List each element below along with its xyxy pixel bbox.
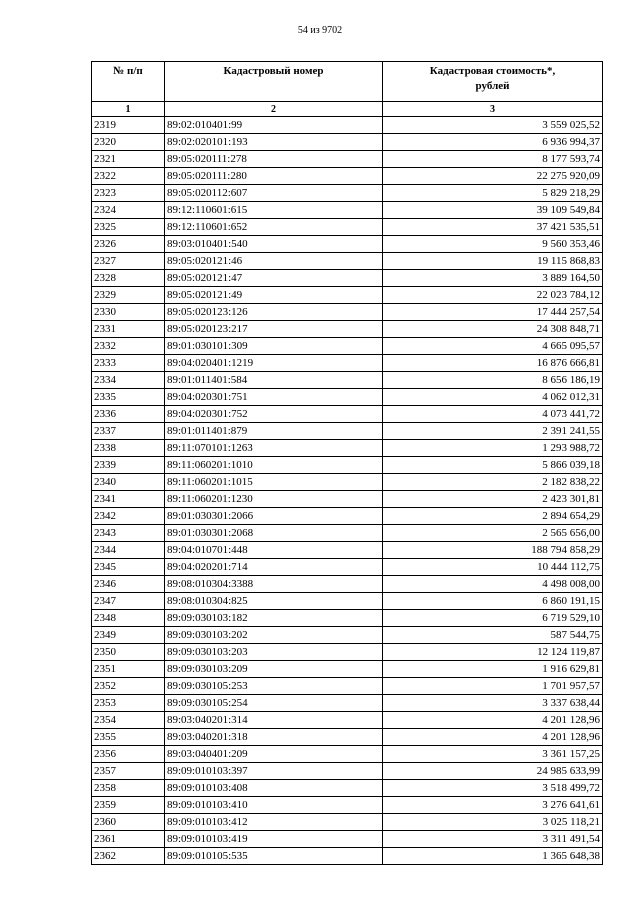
row-cadastral-number: 89:11:070101:1263 — [165, 440, 383, 457]
row-cadastral-number: 89:12:110601:652 — [165, 219, 383, 236]
row-cadastral-number: 89:09:030105:254 — [165, 695, 383, 712]
table-row — [92, 117, 603, 134]
row-cadastral-number: 89:05:020121:46 — [165, 253, 383, 270]
row-cadastral-number: 89:09:030103:209 — [165, 661, 383, 678]
row-cadastral-number: 89:08:010304:825 — [165, 593, 383, 610]
table-row — [92, 627, 603, 644]
table-row — [92, 321, 603, 338]
row-number: 2333 — [92, 355, 165, 372]
row-number: 2359 — [92, 797, 165, 814]
row-cadastral-number: 89:05:020111:280 — [165, 168, 383, 185]
row-number: 2325 — [92, 219, 165, 236]
row-cadastral-value: 6 719 529,10 — [383, 610, 603, 627]
row-cadastral-number: 89:11:060201:1015 — [165, 474, 383, 491]
row-number: 2356 — [92, 746, 165, 763]
row-cadastral-number: 89:04:020301:751 — [165, 389, 383, 406]
table-row — [92, 185, 603, 202]
page-counter: 54 из 9702 — [297, 25, 343, 36]
table-row — [92, 253, 603, 270]
column-number-row — [92, 102, 603, 117]
row-cadastral-number: 89:01:030301:2066 — [165, 508, 383, 525]
row-cadastral-value: 5 866 039,18 — [383, 457, 603, 474]
row-number: 2327 — [92, 253, 165, 270]
table-row — [92, 151, 603, 168]
row-cadastral-number: 89:04:020401:1219 — [165, 355, 383, 372]
row-cadastral-value: 5 829 218,29 — [383, 185, 603, 202]
row-cadastral-number: 89:12:110601:615 — [165, 202, 383, 219]
row-number: 2322 — [92, 168, 165, 185]
table-row — [92, 593, 603, 610]
table-row — [92, 729, 603, 746]
row-number: 2337 — [92, 423, 165, 440]
row-number: 2334 — [92, 372, 165, 389]
row-number: 2335 — [92, 389, 165, 406]
row-cadastral-number: 89:02:020101:193 — [165, 134, 383, 151]
row-cadastral-number: 89:03:040401:209 — [165, 746, 383, 763]
row-cadastral-value: 8 177 593,74 — [383, 151, 603, 168]
row-cadastral-value: 3 559 025,52 — [383, 117, 603, 134]
row-cadastral-number: 89:05:020123:217 — [165, 321, 383, 338]
row-cadastral-value: 6 860 191,15 — [383, 593, 603, 610]
row-cadastral-number: 89:11:060201:1230 — [165, 491, 383, 508]
row-cadastral-value: 3 276 641,61 — [383, 797, 603, 814]
row-cadastral-value: 2 423 301,81 — [383, 491, 603, 508]
row-cadastral-number: 89:09:030103:202 — [165, 627, 383, 644]
cadastral-value-table — [91, 61, 603, 865]
table-row — [92, 644, 603, 661]
row-number: 2319 — [92, 117, 165, 134]
row-cadastral-number: 89:01:030301:2068 — [165, 525, 383, 542]
row-number: 2344 — [92, 542, 165, 559]
table-row — [92, 270, 603, 287]
table-row — [92, 202, 603, 219]
row-number: 2355 — [92, 729, 165, 746]
row-number: 2320 — [92, 134, 165, 151]
row-cadastral-number: 89:09:010103:397 — [165, 763, 383, 780]
row-cadastral-value: 3 311 491,54 — [383, 831, 603, 848]
row-cadastral-value: 39 109 549,84 — [383, 202, 603, 219]
row-number: 2336 — [92, 406, 165, 423]
row-cadastral-value: 2 182 838,22 — [383, 474, 603, 491]
row-cadastral-value: 4 665 095,57 — [383, 338, 603, 355]
row-cadastral-value: 10 444 112,75 — [383, 559, 603, 576]
row-number: 2361 — [92, 831, 165, 848]
row-cadastral-value: 9 560 353,46 — [383, 236, 603, 253]
row-number: 2353 — [92, 695, 165, 712]
table-row — [92, 661, 603, 678]
table-row — [92, 406, 603, 423]
table-row — [92, 134, 603, 151]
row-number: 2342 — [92, 508, 165, 525]
row-cadastral-number: 89:04:020201:714 — [165, 559, 383, 576]
header-num: № п/п — [92, 62, 165, 102]
column-number-2: 2 — [165, 102, 383, 117]
row-cadastral-value: 24 308 848,71 — [383, 321, 603, 338]
row-cadastral-number: 89:09:030105:253 — [165, 678, 383, 695]
row-cadastral-number: 89:04:020301:752 — [165, 406, 383, 423]
table-row — [92, 372, 603, 389]
table-row — [92, 525, 603, 542]
row-cadastral-number: 89:09:010103:410 — [165, 797, 383, 814]
row-cadastral-value: 3 518 499,72 — [383, 780, 603, 797]
row-number: 2328 — [92, 270, 165, 287]
table-row — [92, 457, 603, 474]
table-row — [92, 236, 603, 253]
row-number: 2321 — [92, 151, 165, 168]
row-cadastral-value: 19 115 868,83 — [383, 253, 603, 270]
row-cadastral-number: 89:03:040201:314 — [165, 712, 383, 729]
table-row — [92, 559, 603, 576]
row-cadastral-number: 89:05:020123:126 — [165, 304, 383, 321]
column-number-3: 3 — [383, 102, 603, 117]
row-number: 2346 — [92, 576, 165, 593]
row-cadastral-number: 89:09:030103:203 — [165, 644, 383, 661]
table-row — [92, 304, 603, 321]
row-cadastral-value: 587 544,75 — [383, 627, 603, 644]
row-number: 2340 — [92, 474, 165, 491]
table-row — [92, 763, 603, 780]
row-cadastral-number: 89:01:011401:879 — [165, 423, 383, 440]
table-row — [92, 678, 603, 695]
table-row — [92, 168, 603, 185]
row-number: 2357 — [92, 763, 165, 780]
column-number-1: 1 — [92, 102, 165, 117]
table-row — [92, 712, 603, 729]
row-cadastral-value: 3 361 157,25 — [383, 746, 603, 763]
row-cadastral-value: 8 656 186,19 — [383, 372, 603, 389]
row-cadastral-value: 3 337 638,44 — [383, 695, 603, 712]
table-row — [92, 542, 603, 559]
row-cadastral-number: 89:03:010401:540 — [165, 236, 383, 253]
row-cadastral-number: 89:01:030101:309 — [165, 338, 383, 355]
row-number: 2341 — [92, 491, 165, 508]
table-body — [92, 117, 603, 865]
table-row — [92, 219, 603, 236]
table-row — [92, 814, 603, 831]
row-number: 2354 — [92, 712, 165, 729]
row-cadastral-value: 4 201 128,96 — [383, 712, 603, 729]
table-row — [92, 695, 603, 712]
row-cadastral-value: 4 073 441,72 — [383, 406, 603, 423]
header-cadastral-number: Кадастровый номер — [165, 62, 383, 102]
row-cadastral-number: 89:09:010103:419 — [165, 831, 383, 848]
row-cadastral-value: 2 565 656,00 — [383, 525, 603, 542]
row-cadastral-value: 1 916 629,81 — [383, 661, 603, 678]
row-number: 2343 — [92, 525, 165, 542]
row-cadastral-value: 4 498 008,00 — [383, 576, 603, 593]
row-cadastral-value: 6 936 994,37 — [383, 134, 603, 151]
row-number: 2349 — [92, 627, 165, 644]
row-number: 2339 — [92, 457, 165, 474]
row-number: 2351 — [92, 661, 165, 678]
header-cadastral-value-line1: Кадастровая стоимость*, — [429, 65, 556, 77]
table-row — [92, 508, 603, 525]
row-cadastral-value: 1 365 648,38 — [383, 848, 603, 865]
row-cadastral-value: 3 889 164,50 — [383, 270, 603, 287]
row-cadastral-number: 89:05:020121:47 — [165, 270, 383, 287]
row-cadastral-number: 89:05:020121:49 — [165, 287, 383, 304]
row-cadastral-number: 89:05:020112:607 — [165, 185, 383, 202]
table-row — [92, 491, 603, 508]
row-number: 2352 — [92, 678, 165, 695]
table-row — [92, 338, 603, 355]
row-number: 2329 — [92, 287, 165, 304]
row-cadastral-value: 4 201 128,96 — [383, 729, 603, 746]
row-cadastral-number: 89:08:010304:3388 — [165, 576, 383, 593]
table-row — [92, 423, 603, 440]
table-row — [92, 797, 603, 814]
row-cadastral-number: 89:03:040201:318 — [165, 729, 383, 746]
row-cadastral-number: 89:09:010103:412 — [165, 814, 383, 831]
row-cadastral-value: 3 025 118,21 — [383, 814, 603, 831]
table-row — [92, 576, 603, 593]
row-cadastral-value: 22 023 784,12 — [383, 287, 603, 304]
table-row — [92, 831, 603, 848]
table-row — [92, 780, 603, 797]
table-row — [92, 389, 603, 406]
row-number: 2330 — [92, 304, 165, 321]
row-cadastral-number: 89:09:030103:182 — [165, 610, 383, 627]
row-cadastral-value: 24 985 633,99 — [383, 763, 603, 780]
row-number: 2350 — [92, 644, 165, 661]
row-cadastral-number: 89:02:010401:99 — [165, 117, 383, 134]
row-number: 2345 — [92, 559, 165, 576]
row-cadastral-number: 89:11:060201:1010 — [165, 457, 383, 474]
row-cadastral-value: 16 876 666,81 — [383, 355, 603, 372]
row-number: 2331 — [92, 321, 165, 338]
table-header-row — [92, 62, 603, 102]
table-row — [92, 746, 603, 763]
table-row — [92, 848, 603, 865]
row-cadastral-value: 188 794 858,29 — [383, 542, 603, 559]
row-cadastral-value: 22 275 920,09 — [383, 168, 603, 185]
row-number: 2347 — [92, 593, 165, 610]
row-cadastral-number: 89:01:011401:584 — [165, 372, 383, 389]
row-number: 2338 — [92, 440, 165, 457]
row-cadastral-value: 4 062 012,31 — [383, 389, 603, 406]
row-cadastral-value: 12 124 119,87 — [383, 644, 603, 661]
table-row — [92, 610, 603, 627]
row-number: 2358 — [92, 780, 165, 797]
row-number: 2348 — [92, 610, 165, 627]
table-row — [92, 287, 603, 304]
row-number: 2332 — [92, 338, 165, 355]
row-cadastral-number: 89:04:010701:448 — [165, 542, 383, 559]
row-number: 2323 — [92, 185, 165, 202]
row-number: 2360 — [92, 814, 165, 831]
row-cadastral-value: 37 421 535,51 — [383, 219, 603, 236]
row-cadastral-value: 2 391 241,55 — [383, 423, 603, 440]
row-cadastral-value: 17 444 257,54 — [383, 304, 603, 321]
table-row — [92, 440, 603, 457]
row-cadastral-number: 89:05:020111:278 — [165, 151, 383, 168]
row-number: 2362 — [92, 848, 165, 865]
row-cadastral-value: 1 293 988,72 — [383, 440, 603, 457]
row-cadastral-value: 2 894 654,29 — [383, 508, 603, 525]
row-cadastral-number: 89:09:010103:408 — [165, 780, 383, 797]
row-cadastral-number: 89:09:010105:535 — [165, 848, 383, 865]
table-row — [92, 474, 603, 491]
row-number: 2326 — [92, 236, 165, 253]
table-row — [92, 355, 603, 372]
row-cadastral-value: 1 701 957,57 — [383, 678, 603, 695]
header-cadastral-value — [383, 62, 603, 102]
header-cadastral-value-line2: рублей — [475, 80, 510, 92]
row-number: 2324 — [92, 202, 165, 219]
